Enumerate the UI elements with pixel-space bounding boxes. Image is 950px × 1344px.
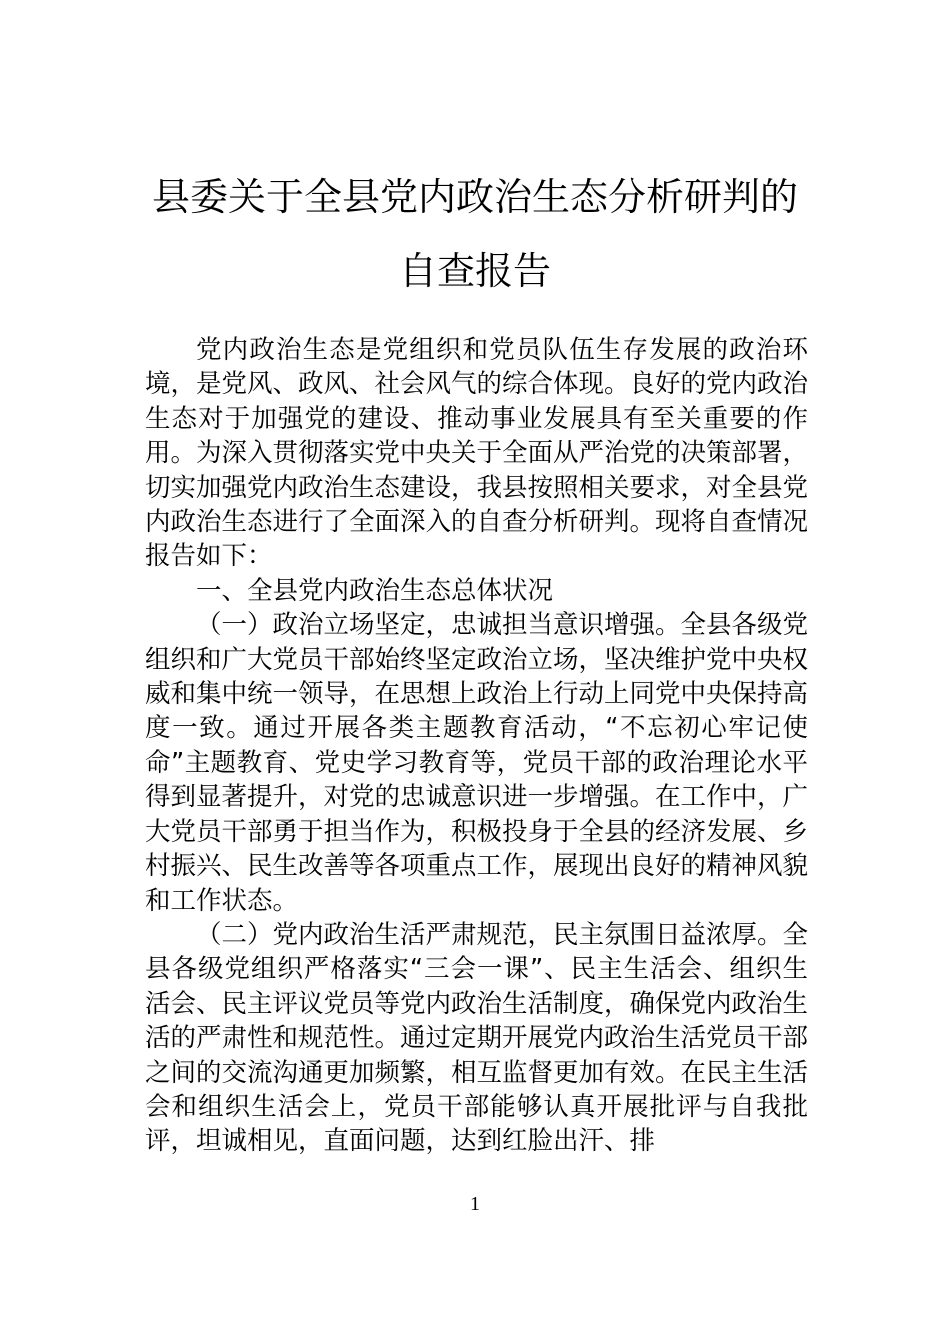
page-number: 1 xyxy=(470,1193,480,1215)
document-body xyxy=(145,333,808,1159)
paragraph-intro: 党内政治生态是党组织和党员队伍生存发展的政治环境，是党风、政风、社会风气的综合体现。良好的党内政治生态对于加强党的建设、推动事业发展具有至关重要的作用。为深入贯彻落实党中央关于全面从严治党的决策部署，切实加强党内政治生态建设，我县按照相关要求，对全县党内政治生态进行了全面深入的自查分析研判。现将自查情况报告如下： xyxy=(145,335,809,572)
paragraph-subsection-1: （一）政治立场坚定，忠诚担当意识增强。全县各级党组织和广大党员干部始终坚定政治立场，坚决维护党中央权威和集中统一领导，在思想上政治上行动上同党中央保持高度一致。通过开展各类主题教育活动，“不忘初心牢记使命”主题教育、党史学习教育等，党员干部的政治理论水平得到显著提升，对党的忠诚意识进一步增强。在工作中，广大党员干部勇于担当作为，积极投身于全县的经济发展、乡村振兴、民生改善等各项重点工作，展现出良好的精神风貌和工作状态。 xyxy=(145,610,809,916)
paragraph-subsection-2: （二）党内政治生活严肃规范，民主氛围日益浓厚。全县各级党组织严格落实“三会一课”、民主生活会、组织生活会、民主评议党员等党内政治生活制度，确保党内政治生活的严肃性和规范性。通过定期开展党内政治生活党员干部之间的交流沟通更加频繁，相互监督更加有效。在民主生活会和组织生活会上，党员干部能够认真开展批评与自我批评，坦诚相见，直面问题，达到红脸出汗、排 xyxy=(145,919,809,1157)
document-title: 县委关于全县党内政治生态分析研判的自查报告 xyxy=(151,175,798,293)
section-heading-1: 一、全县党内政治生态总体状况 xyxy=(196,575,554,606)
